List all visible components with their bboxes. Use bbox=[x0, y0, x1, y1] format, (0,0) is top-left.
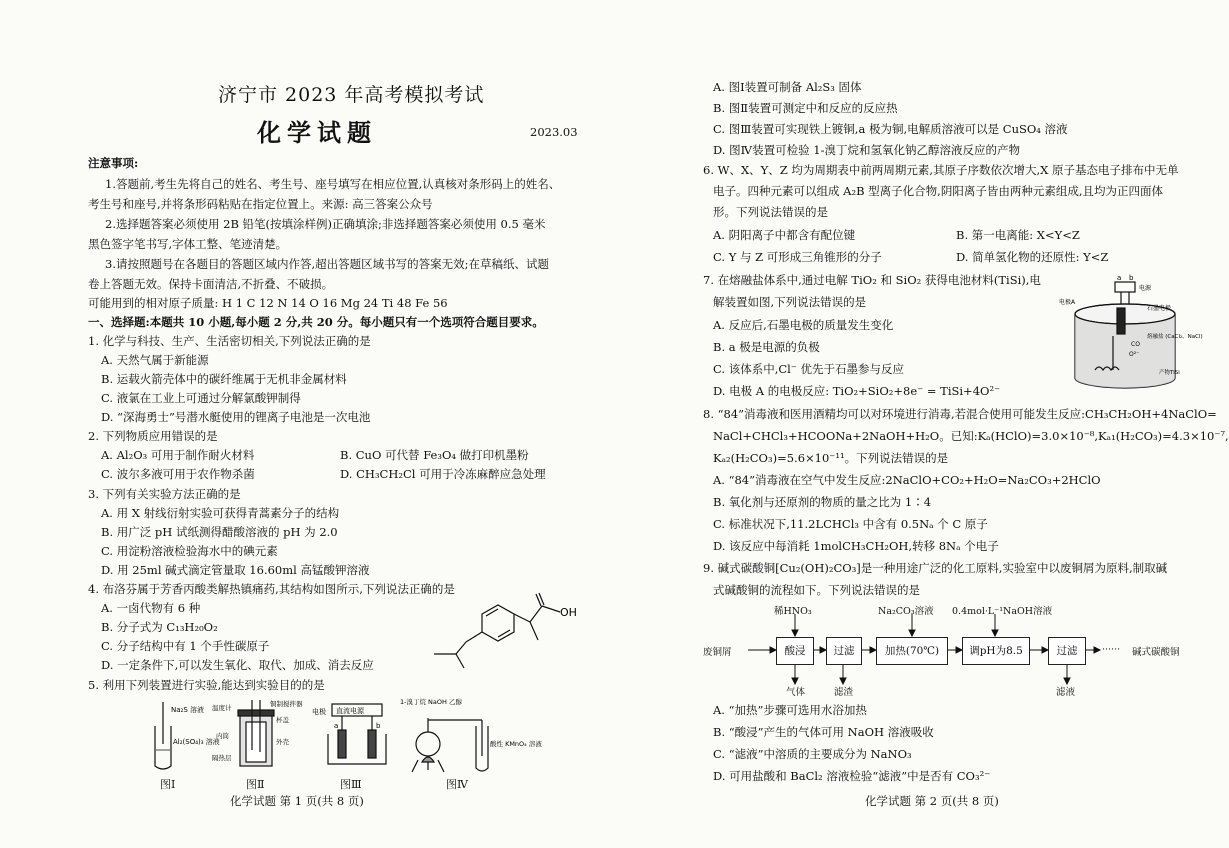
flow-reagent-hno3: 稀HNO₃ bbox=[774, 606, 812, 617]
fig3-electrode: 电极 bbox=[312, 708, 326, 716]
q7-option-c: C. 该体系中,Cl⁻ 优先于石墨参与反应 bbox=[713, 362, 905, 376]
q7-fig-co: CO bbox=[1131, 341, 1140, 348]
notice-line: 黑色签字笔书写,字体工整、笔迹清楚。 bbox=[88, 237, 288, 251]
page-right bbox=[600, 0, 1229, 848]
q3-option-c: C. 用淀粉溶液检验海水中的碘元素 bbox=[101, 544, 278, 558]
subject-title: 化学试题 bbox=[257, 118, 377, 147]
q4-option-b: B. 分子式为 C₁₃H₂₀O₂ bbox=[101, 620, 218, 634]
notice-line: 考生号和座号,并将条形码粘贴在指定位置上。来源: 高三答案公众号 bbox=[88, 197, 433, 211]
q2-option-b: B. CuO 可代替 Fe₃O₄ 做打印机墨粉 bbox=[340, 448, 529, 462]
q7-stem: 7. 在熔融盐体系中,通过电解 TiO₂ 和 SiO₂ 获得电池材料(TiSi),电 bbox=[703, 273, 1041, 287]
q4-stem: 4. 布洛芬属于芳香丙酸类解热镇痛药,其结构如图所示,下列说法正确的是 bbox=[88, 582, 455, 596]
q2-option-d: D. CH₃CH₂Cl 可用于冷冻麻醉应急处理 bbox=[340, 467, 546, 481]
fig2-part-lid: 杯盖 bbox=[276, 716, 289, 724]
flow-step-acid-leach: 酸浸 bbox=[776, 637, 814, 665]
q9-option-b: B. “酸浸”产生的气体可用 NaOH 溶液吸收 bbox=[713, 725, 934, 739]
q5-option-b: B. 图Ⅱ装置可测定中和反应的反应热 bbox=[713, 101, 898, 115]
q8-stem: NaCl+CHCl₃+HCOONa+2NaOH+H₂O。已知:Kₐ(HClO)=3.0×10⁻⁸,Kₐ₁(H₂CO₃)=4.3×10⁻⁷, bbox=[713, 429, 1229, 443]
page-left bbox=[0, 0, 600, 848]
fig3-b: b bbox=[376, 722, 381, 730]
notice-line: 3.请按照题号在各题目的答题区域内作答,超出答题区域书写的答案无效;在草稿纸、试题 bbox=[105, 257, 549, 271]
fig2-part-thermometer: 温度计 bbox=[212, 704, 232, 712]
fig2-part-insulation: 隔热层 bbox=[212, 754, 232, 762]
flow-start: 废铜屑 bbox=[703, 647, 732, 658]
exam-title: 济宁市 2023 年高考模拟考试 bbox=[218, 84, 485, 106]
figure-1-apparatus bbox=[145, 700, 220, 770]
q8-option-d: D. 该反应中每消耗 1molCH₃CH₂OH,转移 8Nₐ 个电子 bbox=[713, 539, 999, 553]
flow-reagent-naoh: 0.4mol·L⁻¹NaOH溶液 bbox=[952, 606, 1053, 617]
q1-stem: 1. 化学与科技、生产、生活密切相关,下列说法正确的是 bbox=[88, 334, 371, 348]
flow-dots: ······ bbox=[1102, 644, 1121, 655]
flow-out-residue: 滤渣 bbox=[834, 687, 854, 698]
q3-option-d: D. 用 25ml 碱式滴定管量取 16.60ml 高锰酸钾溶液 bbox=[101, 563, 370, 577]
q3-option-a: A. 用 X 射线衍射实验可获得青蒿素分子的结构 bbox=[101, 506, 340, 520]
section-heading: 一、选择题:本题共 10 小题,每小题 2 分,共 20 分。每小题只有一个选项符合题目要求。 bbox=[88, 315, 544, 329]
q2-stem: 2. 下列物质应用错误的是 bbox=[88, 429, 218, 443]
fig1-reagent-bottom: Al₂(SO₄)₃ 溶液 bbox=[173, 738, 220, 746]
flow-end: 碱式碳酸铜 bbox=[1132, 647, 1180, 658]
q7-fig-melt: 熔融盐 (CaCl₂、NaCl) bbox=[1147, 334, 1203, 340]
q7-fig-graphite: 石墨电极 bbox=[1147, 305, 1172, 312]
q1-option-b: B. 运载火箭壳体中的碳纤维属于无机非金属材料 bbox=[101, 372, 347, 386]
q7-option-d: D. 电极 A 的电极反应: TiO₂+SiO₂+8e⁻ = TiSi+4O²⁻ bbox=[713, 384, 1001, 398]
q6-stem: 电子。四种元素可以组成 A₂B 型离子化合物,阴阳离子皆由两种元素组成,且均为正四面体 bbox=[713, 184, 1163, 198]
flow-out-filtrate: 滤液 bbox=[1056, 687, 1076, 698]
q7-fig-electrode-a: 电极A bbox=[1059, 299, 1076, 306]
figure-4-label: 图Ⅳ bbox=[446, 778, 468, 791]
flow-step-heat: 加热(70℃) bbox=[876, 637, 948, 665]
figure-2-label: 图Ⅱ bbox=[246, 778, 265, 791]
flow-step-filter-2: 过滤 bbox=[1048, 637, 1086, 665]
q3-option-b: B. 用广泛 pH 试纸测得醋酸溶液的 pH 为 2.0 bbox=[101, 525, 338, 539]
atomic-masses: 可能用到的相对原子质量: H 1 C 12 N 14 O 16 Mg 24 Ti 48 Fe 56 bbox=[88, 296, 448, 310]
q5-stem: 5. 利用下列装置进行实验,能达到实验目的的是 bbox=[88, 678, 325, 692]
q5-option-a: A. 图Ⅰ装置可制备 Al₂S₃ 固体 bbox=[713, 80, 862, 94]
ibuprofen-structure bbox=[420, 592, 580, 672]
q9-option-d: D. 可用盐酸和 BaCl₂ 溶液检验“滤液”中是否有 CO₃²⁻ bbox=[713, 769, 991, 783]
q8-stem: 8. “84”消毒液和医用酒精均可以对环境进行消毒,若混合使用可能发生反应:CH₃CH₂OH+4NaClO= bbox=[703, 407, 1217, 421]
q7-fig-o2: O²⁻ bbox=[1129, 351, 1140, 358]
q5-option-c: C. 图Ⅲ装置可实现铁上镀铜,a 极为铜,电解质溶液可以是 CuSO₄ 溶液 bbox=[713, 122, 1068, 136]
fig2-part-stirrer: 铜制搅拌器 bbox=[270, 700, 303, 708]
notice-line: 1.答题前,考生先将自己的姓名、考生号、座号填写在相应位置,认真核对条形码上的姓名、 bbox=[105, 177, 561, 191]
notice-line: 卷上答题无效。保持卡面清洁,不折叠、不破损。 bbox=[88, 277, 334, 291]
flow-step-filter-1: 过滤 bbox=[826, 637, 862, 665]
q7-electrolysis-figure bbox=[1055, 270, 1203, 398]
fig2-part-shell: 外壳 bbox=[276, 738, 289, 746]
q2-option-c: C. 波尔多液可用于农作物杀菌 bbox=[101, 467, 255, 481]
q4-option-a: A. 一卤代物有 6 种 bbox=[101, 601, 201, 615]
q6-option-b: B. 第一电离能: X<Y<Z bbox=[956, 228, 1080, 242]
fig3-a: a bbox=[334, 722, 339, 730]
figure-2-calorimeter bbox=[212, 700, 302, 772]
q3-stem: 3. 下列有关实验方法正确的是 bbox=[88, 487, 241, 501]
page-footer: 化学试题 第 1 页(共 8 页) bbox=[230, 794, 364, 808]
q1-option-c: C. 液氯在工业上可通过分解氯酸钾制得 bbox=[101, 391, 301, 405]
q1-option-a: A. 天然气属于新能源 bbox=[101, 353, 209, 367]
q7-option-b: B. a 极是电源的负极 bbox=[713, 340, 820, 354]
q4-option-d: D. 一定条件下,可以发生氧化、取代、加成、消去反应 bbox=[101, 658, 374, 672]
q2-option-a: A. Al₂O₃ 可用于制作耐火材料 bbox=[101, 448, 255, 462]
figure-4-apparatus bbox=[398, 696, 542, 776]
q7-stem: 解装置如图,下列说法错误的是 bbox=[713, 295, 867, 309]
q8-option-c: C. 标准状况下,11.2LCHCl₃ 中含有 0.5Nₐ 个 C 原子 bbox=[713, 517, 988, 531]
exam-date: 2023.03 bbox=[530, 125, 578, 139]
q7-option-a: A. 反应后,石墨电极的质量发生变化 bbox=[713, 318, 894, 332]
q7-fig-b: b bbox=[1129, 274, 1134, 282]
q7-fig-power: 电源 bbox=[1139, 285, 1152, 292]
q6-stem: 6. W、X、Y、Z 均为周期表中前两周期元素,其原子序数依次增大,X 原子基态电子排布中无单 bbox=[703, 163, 1179, 177]
fig4-reagent: 1-溴丁烷 NaOH 乙醇 bbox=[400, 698, 462, 706]
notice-heading: 注意事项: bbox=[88, 156, 139, 170]
q8-option-a: A. “84”消毒液在空气中发生反应:2NaClO+CO₂+H₂O=Na₂CO₃+2HClO bbox=[713, 473, 1101, 487]
q9-stem: 9. 碱式碳酸铜[Cu₂(OH)₂CO₃]是一种用途广泛的化工原料,实验室中以废铜屑为原料,制取碱 bbox=[703, 561, 1168, 575]
fig3-power: 直流电源 bbox=[336, 707, 364, 715]
q6-option-c: C. Y 与 Z 可形成三角锥形的分子 bbox=[713, 250, 882, 264]
q1-option-d: D. “深海勇士”号潜水艇使用的锂离子电池是一次电池 bbox=[101, 410, 371, 424]
q4-option-c: C. 分子结构中有 1 个手性碳原子 bbox=[101, 639, 270, 653]
figure-3-label: 图Ⅲ bbox=[340, 778, 362, 791]
page-footer: 化学试题 第 2 页(共 8 页) bbox=[865, 794, 999, 808]
q8-option-b: B. 氧化剂与还原剂的物质的量之比为 1∶4 bbox=[713, 495, 932, 509]
fig2-part-inner: 内筒 bbox=[216, 732, 229, 740]
notice-line: 2.选择题答案必须使用 2B 铅笔(按填涂样例)正确填涂;非选择题答案必须使用 0.5 毫米 bbox=[105, 217, 546, 231]
flow-step-adjust-ph: 调pH为8.5 bbox=[962, 637, 1030, 665]
q7-fig-a: a bbox=[1117, 274, 1122, 282]
oh-label: OH bbox=[560, 606, 577, 619]
fig1-reagent-top: Na₂S 溶液 bbox=[171, 706, 205, 714]
q9-option-a: A. “加热”步骤可选用水浴加热 bbox=[713, 703, 867, 717]
figure-3-electrolysis bbox=[312, 700, 392, 772]
q9-stem: 式碱酸铜的流程如下。下列说法错误的是 bbox=[713, 583, 920, 597]
flow-out-gas: 气体 bbox=[786, 687, 806, 698]
figure-1-label: 图Ⅰ bbox=[160, 778, 176, 791]
fig4-kmno4: 酸性 KMnO₄ 溶液 bbox=[490, 740, 542, 748]
q6-option-a: A. 阴阳离子中都含有配位键 bbox=[713, 228, 856, 242]
q8-stem: Kₐ₂(H₂CO₃)=5.6×10⁻¹¹。下列说法错误的是 bbox=[713, 451, 949, 465]
flow-reagent-na2co3: Na₂CO₃溶液 bbox=[878, 606, 934, 617]
q7-fig-product: 产物TiSi bbox=[1159, 370, 1180, 376]
q5-option-d: D. 图Ⅳ装置可检验 1-溴丁烷和氢氧化钠乙醇溶液反应的产物 bbox=[713, 143, 1020, 157]
q6-option-d: D. 简单氢化物的还原性: Y<Z bbox=[956, 250, 1109, 264]
q6-stem: 形。下列说法错误的是 bbox=[713, 205, 828, 219]
q9-option-c: C. “滤液”中溶质的主要成分为 NaNO₃ bbox=[713, 747, 912, 761]
